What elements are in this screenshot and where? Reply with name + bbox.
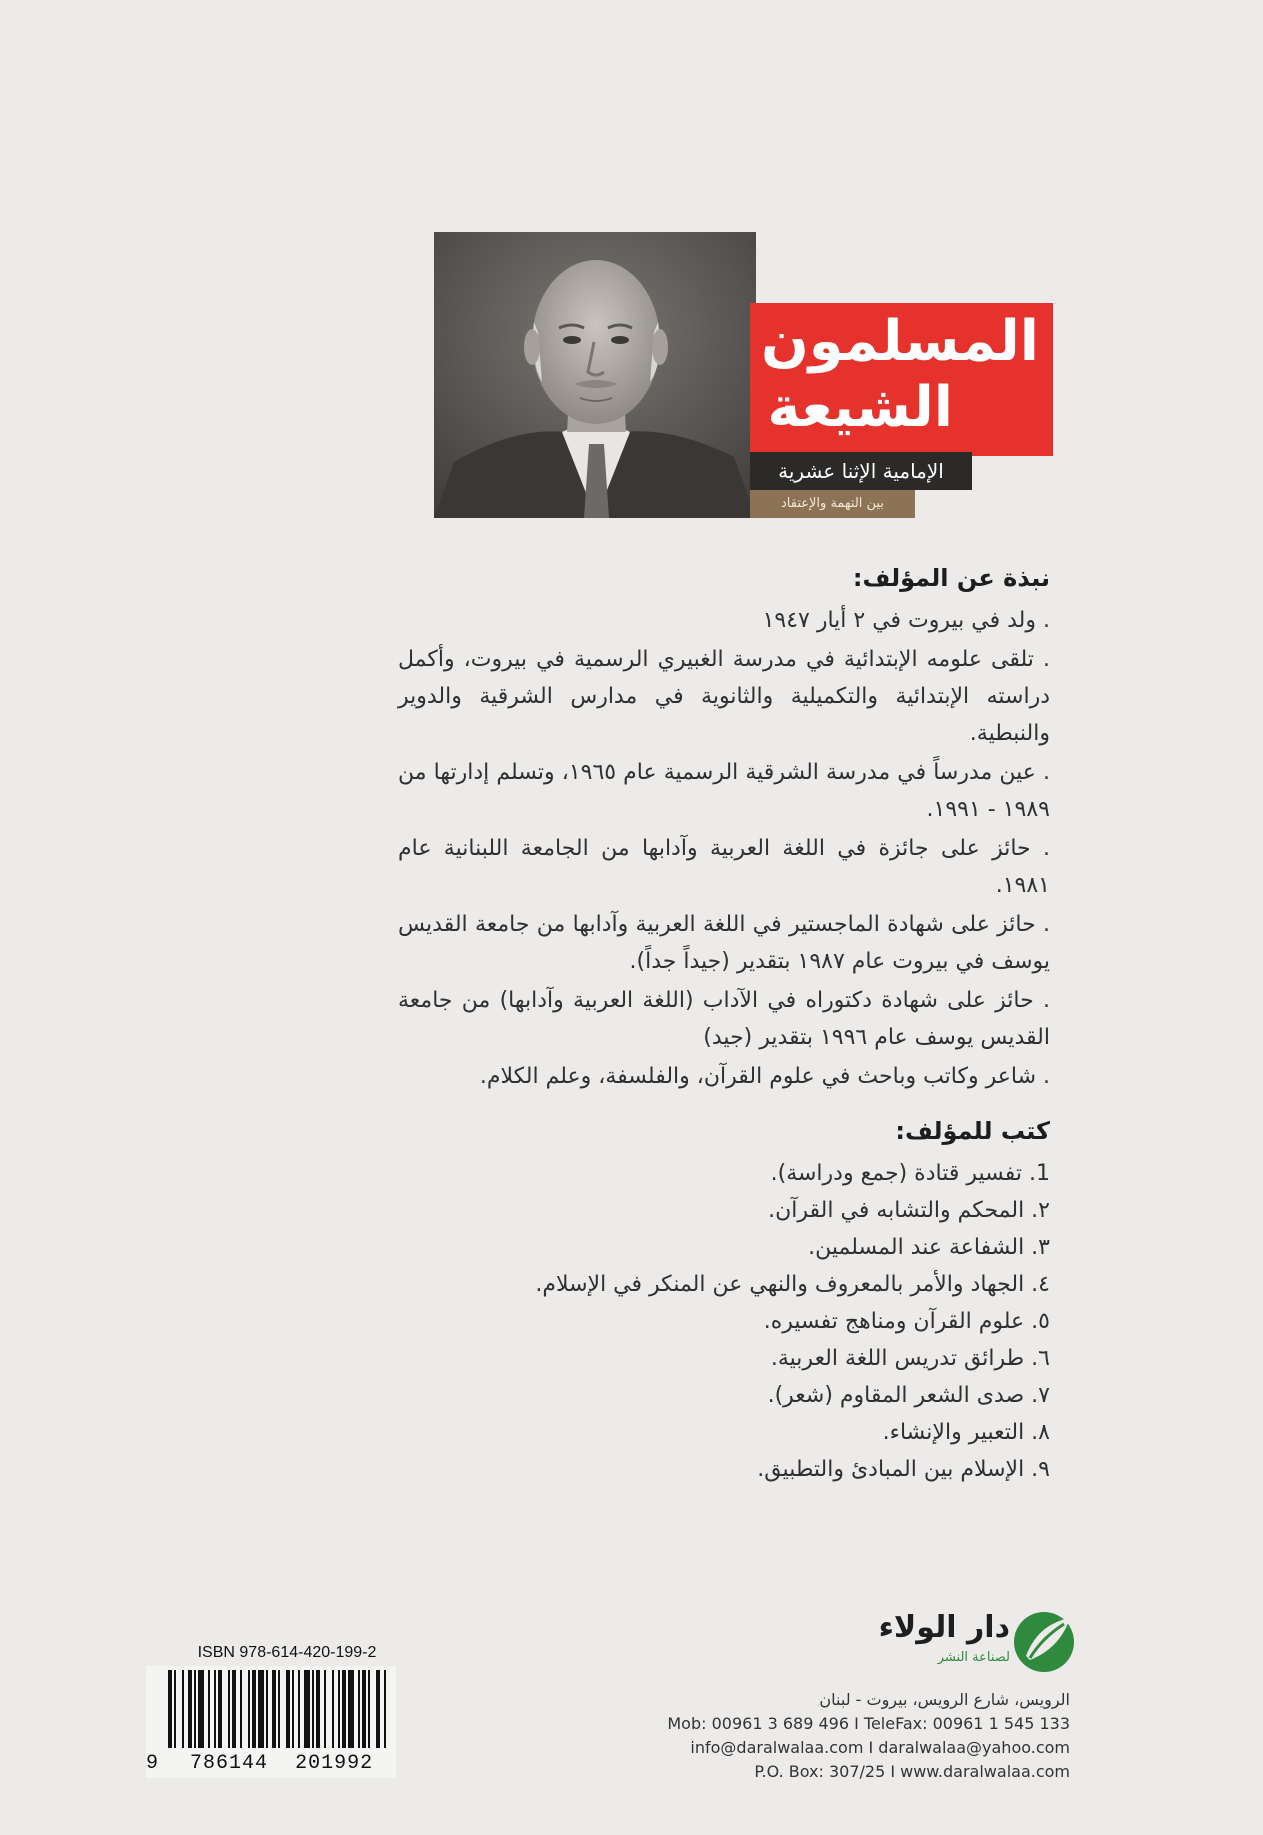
barcode-group-2: 201992 xyxy=(295,1752,374,1775)
barcode-bar xyxy=(194,1670,196,1748)
barcode-bar xyxy=(272,1670,276,1748)
book-subtitle: الإمامية الإثنا عشرية xyxy=(750,452,972,490)
publisher-address: الرويس، شارع الرويس، بيروت - لبنان xyxy=(819,1690,1070,1709)
barcode-bar xyxy=(208,1670,210,1748)
bio-item: . شاعر وكاتب وباحث في علوم القرآن، والفلسفة، وعلم الكلام. xyxy=(479,1064,1050,1089)
author-portrait-image xyxy=(434,232,756,518)
barcode-bar xyxy=(214,1670,216,1748)
barcode-bar xyxy=(174,1670,176,1748)
barcode-digits xyxy=(146,1752,396,1775)
barcode-bar xyxy=(292,1670,294,1748)
publisher-leaf-icon xyxy=(1008,1604,1080,1676)
barcode-bar xyxy=(358,1670,360,1748)
barcode-bar xyxy=(286,1670,290,1748)
book-list-item: ٣. الشفاعة عند المسلمين. xyxy=(808,1235,1050,1260)
publisher-emails: info@daralwalaa.com I daralwalaa@yahoo.com xyxy=(690,1738,1070,1757)
barcode-bar xyxy=(278,1670,280,1748)
barcode-bar xyxy=(338,1670,340,1748)
barcode-bar xyxy=(298,1670,300,1748)
book-title-line-2: الشيعة xyxy=(767,375,953,440)
barcode-bar xyxy=(252,1670,256,1748)
bio-item: . ولد في بيروت في ٢ أيار ١٩٤٧ xyxy=(762,608,1050,633)
book-list-item: ٢. المحكم والتشابه في القرآن. xyxy=(768,1198,1050,1223)
book-list-item: ٤. الجهاد والأمر بالمعروف والنهي عن المنكر في الإسلام. xyxy=(535,1272,1050,1297)
barcode-bar xyxy=(324,1670,326,1748)
books-heading: كتب للمؤلف: xyxy=(895,1117,1050,1145)
text-content xyxy=(398,558,1050,1488)
barcode-bar xyxy=(368,1670,370,1748)
book-list-item: ٨. التعبير والإنشاء. xyxy=(882,1420,1050,1445)
book-list-item: ٥. علوم القرآن ومناهج تفسيره. xyxy=(763,1309,1050,1334)
book-list-item: ٦. طرائق تدريس اللغة العربية. xyxy=(770,1346,1050,1371)
publisher-contact xyxy=(600,1688,1070,1784)
book-title-line-1: المسلمون xyxy=(760,309,1039,374)
bio-heading: نبذة عن المؤلف: xyxy=(852,564,1050,592)
barcode-bars xyxy=(146,1666,396,1752)
barcode-bar xyxy=(240,1670,242,1748)
bio-item: . حائز على جائزة في اللغة العربية وآدابها من الجامعة اللبنانية عام ١٩٨١. xyxy=(398,836,1050,898)
bio-item: . عين مدرساً في مدرسة الشرقية الرسمية عام ١٩٦٥، وتسلم إدارتها من ١٩٨٩ - ١٩٩١. xyxy=(398,760,1050,822)
barcode-bar xyxy=(332,1670,334,1748)
book-tagline: بين التهمة والإعتقاد xyxy=(750,490,915,518)
book-title-block xyxy=(750,303,1053,456)
barcode-bar xyxy=(266,1670,268,1748)
barcode-bar xyxy=(248,1670,250,1748)
barcode-bar xyxy=(258,1670,264,1748)
publisher-name: دار الولاء xyxy=(878,1610,1010,1645)
author-photo xyxy=(434,232,756,518)
isbn-label: ISBN 978-614-420-199-2 xyxy=(197,1644,377,1661)
barcode-bar xyxy=(304,1670,310,1748)
publisher-tagline: لصناعة النشر xyxy=(937,1650,1010,1665)
barcode-group-1: 786144 xyxy=(190,1752,269,1775)
barcode-bar xyxy=(376,1670,380,1748)
barcode-bar xyxy=(218,1670,222,1748)
bio-item: . تلقى علومه الإبتدائية في مدرسة الغبيري الرسمية في بيروت، وأكمل دراسته الإبتدائية والتكميلية والثانوية في مدارس الشرقية والدوير والنبطية. xyxy=(398,647,1050,746)
barcode-bar xyxy=(384,1670,386,1748)
book-list-item: ٩. الإسلام بين المبادئ والتطبيق. xyxy=(757,1457,1050,1482)
publisher-phones: Mob: 00961 3 689 496 I TeleFax: 00961 1 545 133 xyxy=(667,1714,1070,1733)
barcode-bar xyxy=(188,1670,192,1748)
barcode-bar xyxy=(362,1670,366,1748)
bio-item: . حائز على شهادة الماجستير في اللغة العربية وآدابها من جامعة القديس يوسف في بيروت عام ١٩٨٧ بتقدير (جيداً جداً). xyxy=(398,912,1050,974)
barcode-bar xyxy=(228,1670,230,1748)
bio-item: . حائز على شهادة دكتوراه في الآداب (اللغة العربية وآدابها) من جامعة القديس يوسف عام ١٩٩٦ بتقدير (جيد) xyxy=(398,988,1050,1050)
barcode-bar xyxy=(182,1670,184,1748)
book-list-item: ٧. صدى الشعر المقاوم (شعر). xyxy=(767,1383,1050,1408)
barcode-bar xyxy=(342,1670,346,1748)
publisher-web: P.O. Box: 307/25 I www.daralwalaa.com xyxy=(754,1762,1070,1781)
barcode-bar xyxy=(168,1670,172,1748)
barcode-bar xyxy=(348,1670,354,1748)
barcode-bar xyxy=(312,1670,314,1748)
barcode-lead-digit: 9 xyxy=(146,1752,160,1775)
barcode-bar xyxy=(232,1670,236,1748)
book-list-item: 1. تفسير قتادة (جمع ودراسة). xyxy=(770,1161,1050,1186)
barcode-bar xyxy=(316,1670,320,1748)
barcode-bar xyxy=(198,1670,204,1748)
